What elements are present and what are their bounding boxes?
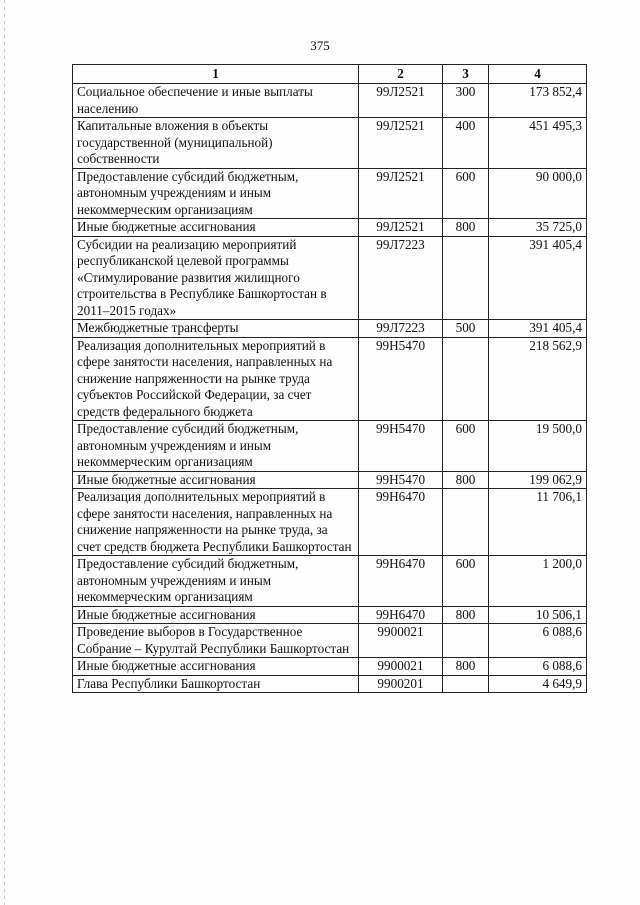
row-amount: 391 405,4 bbox=[489, 320, 587, 338]
table-row bbox=[73, 236, 587, 320]
row-kind bbox=[443, 337, 489, 421]
row-kind bbox=[443, 624, 489, 658]
row-amount: 451 495,3 bbox=[489, 118, 587, 169]
table-row bbox=[73, 118, 587, 169]
table-row bbox=[73, 84, 587, 118]
row-kind: 600 bbox=[443, 556, 489, 607]
row-name: Межбюджетные трансферты bbox=[73, 320, 359, 338]
row-kind: 800 bbox=[443, 471, 489, 489]
row-code: 99Н6470 bbox=[359, 556, 443, 607]
row-amount: 19 500,0 bbox=[489, 421, 587, 472]
table-row bbox=[73, 624, 587, 658]
row-code: 99Л2521 bbox=[359, 168, 443, 219]
row-kind bbox=[443, 675, 489, 693]
table-row bbox=[73, 658, 587, 676]
row-kind: 800 bbox=[443, 658, 489, 676]
table-row bbox=[73, 219, 587, 237]
row-kind: 300 bbox=[443, 84, 489, 118]
row-name: Субсидии на реализацию мероприятий республиканской целевой программы «Стимулирование развития жилищного строительства в Республике Башкортостан в 2011–2015 годах» bbox=[73, 236, 359, 320]
scan-edge bbox=[4, 0, 5, 905]
row-kind: 600 bbox=[443, 421, 489, 472]
table-row bbox=[73, 606, 587, 624]
row-code: 99Н5470 bbox=[359, 421, 443, 472]
row-code: 99Л7223 bbox=[359, 320, 443, 338]
row-name: Предоставление субсидий бюджетным, автономным учреждениям и иным некоммерческим организациям bbox=[73, 421, 359, 472]
row-code: 99Л2521 bbox=[359, 118, 443, 169]
row-amount: 4 649,9 bbox=[489, 675, 587, 693]
row-name: Предоставление субсидий бюджетным, автономным учреждениям и иным некоммерческим организациям bbox=[73, 168, 359, 219]
row-code: 9900021 bbox=[359, 624, 443, 658]
row-kind: 800 bbox=[443, 606, 489, 624]
table-row bbox=[73, 556, 587, 607]
row-name: Социальное обеспечение и иные выплаты населению bbox=[73, 84, 359, 118]
row-amount: 218 562,9 bbox=[489, 337, 587, 421]
row-code: 99Л2521 bbox=[359, 84, 443, 118]
header-col-1: 1 bbox=[73, 65, 359, 84]
row-name: Предоставление субсидий бюджетным, автономным учреждениям и иным некоммерческим организациям bbox=[73, 556, 359, 607]
row-amount: 173 852,4 bbox=[489, 84, 587, 118]
row-amount: 6 088,6 bbox=[489, 658, 587, 676]
row-code: 99Л7223 bbox=[359, 236, 443, 320]
row-kind bbox=[443, 236, 489, 320]
row-amount: 6 088,6 bbox=[489, 624, 587, 658]
row-code: 99Л2521 bbox=[359, 219, 443, 237]
row-name: Капитальные вложения в объекты государственной (муниципальной) собственности bbox=[73, 118, 359, 169]
row-code: 9900021 bbox=[359, 658, 443, 676]
row-code: 99Н6470 bbox=[359, 489, 443, 556]
row-code: 9900201 bbox=[359, 675, 443, 693]
row-amount: 1 200,0 bbox=[489, 556, 587, 607]
budget-table bbox=[72, 64, 587, 693]
row-amount: 199 062,9 bbox=[489, 471, 587, 489]
row-code: 99Н5470 bbox=[359, 337, 443, 421]
header-col-2: 2 bbox=[359, 65, 443, 84]
table-row bbox=[73, 337, 587, 421]
row-name: Реализация дополнительных мероприятий в сфере занятости населения, направленных на снижение напряженности на рынке труда субъектов Российской Федерации, за счет средств федерального бюджета bbox=[73, 337, 359, 421]
table-row bbox=[73, 489, 587, 556]
table-row bbox=[73, 168, 587, 219]
page-number: 375 bbox=[310, 38, 330, 53]
row-name: Проведение выборов в Государственное Собрание – Курултай Республики Башкортостан bbox=[73, 624, 359, 658]
header-col-3: 3 bbox=[443, 65, 489, 84]
row-name: Иные бюджетные ассигнования bbox=[73, 606, 359, 624]
row-amount: 11 706,1 bbox=[489, 489, 587, 556]
header-col-4: 4 bbox=[489, 65, 587, 84]
row-amount: 90 000,0 bbox=[489, 168, 587, 219]
table-row bbox=[73, 675, 587, 693]
row-kind: 500 bbox=[443, 320, 489, 338]
row-name: Иные бюджетные ассигнования bbox=[73, 471, 359, 489]
row-code: 99Н6470 bbox=[359, 606, 443, 624]
row-amount: 391 405,4 bbox=[489, 236, 587, 320]
row-name: Реализация дополнительных мероприятий в сфере занятости населения, направленных на снижение напряженности на рынке труда, за счет средств бюджета Республики Башкортостан bbox=[73, 489, 359, 556]
row-name: Иные бюджетные ассигнования bbox=[73, 658, 359, 676]
table-row bbox=[73, 421, 587, 472]
row-amount: 35 725,0 bbox=[489, 219, 587, 237]
row-kind: 800 bbox=[443, 219, 489, 237]
table-row bbox=[73, 471, 587, 489]
row-kind: 600 bbox=[443, 168, 489, 219]
table-header-row bbox=[73, 65, 587, 84]
row-name: Иные бюджетные ассигнования bbox=[73, 219, 359, 237]
row-code: 99Н5470 bbox=[359, 471, 443, 489]
row-amount: 10 506,1 bbox=[489, 606, 587, 624]
row-kind: 400 bbox=[443, 118, 489, 169]
row-name: Глава Республики Башкортостан bbox=[73, 675, 359, 693]
table-row bbox=[73, 320, 587, 338]
row-kind bbox=[443, 489, 489, 556]
